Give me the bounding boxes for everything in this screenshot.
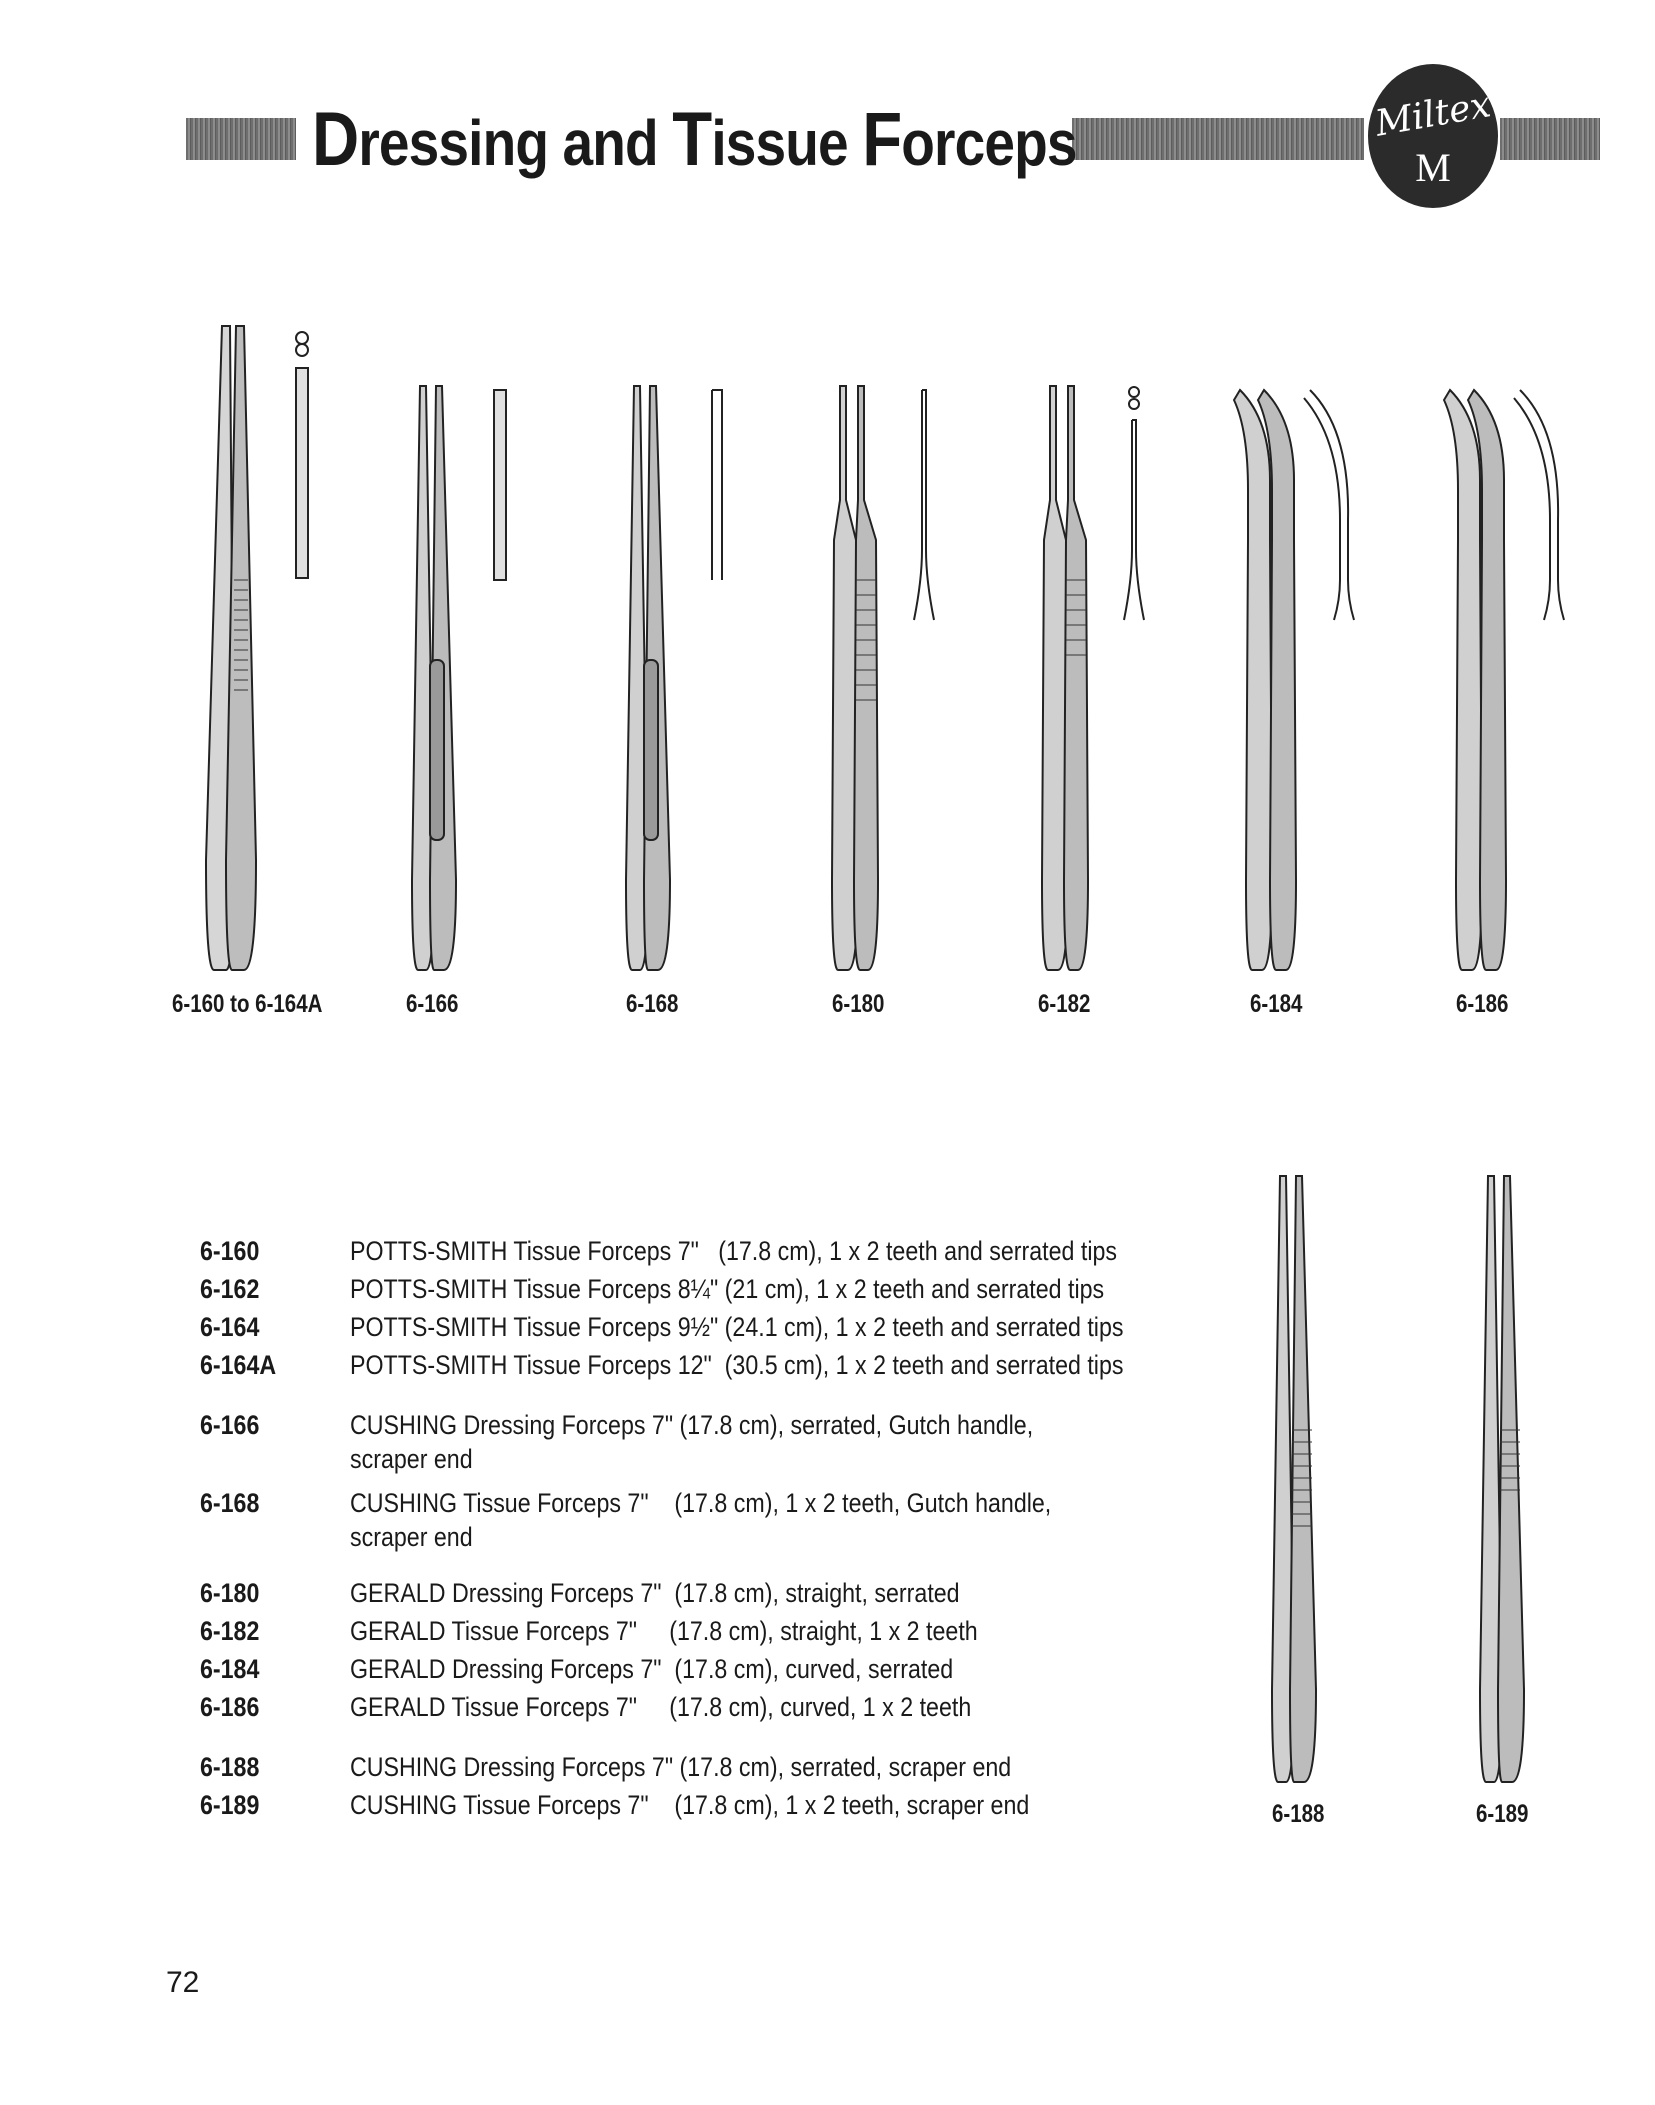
item-description: CUSHING Tissue Forceps 7" (17.8 cm), 1 x 2 teeth, Gutch handle, bbox=[350, 1488, 1052, 1518]
catalogue-row bbox=[200, 1786, 1200, 1824]
catalogue-row bbox=[200, 1688, 1200, 1726]
forceps-illustration-6-160 bbox=[200, 320, 330, 980]
page-title: Dressing and Tissue Forceps bbox=[312, 97, 1077, 182]
item-code: 6-160 bbox=[200, 1236, 260, 1266]
forceps-illustration-6-188 bbox=[1268, 1170, 1338, 1790]
item-description: GERALD Dressing Forceps 7" (17.8 cm), curved, serrated bbox=[350, 1654, 954, 1684]
item-code: 6-164A bbox=[200, 1350, 277, 1380]
header-bar-right bbox=[1500, 118, 1600, 160]
figure-label-6-186: 6-186 bbox=[1456, 990, 1509, 1018]
item-description-line2: scraper end bbox=[350, 1444, 473, 1474]
item-code: 6-188 bbox=[200, 1752, 260, 1782]
forceps-illustration-6-180 bbox=[830, 380, 940, 980]
forceps-illustration-6-166 bbox=[410, 380, 520, 980]
item-code: 6-184 bbox=[200, 1654, 260, 1684]
page-number: 72 bbox=[166, 1966, 200, 1999]
figure-label-6-180: 6-180 bbox=[832, 990, 885, 1018]
item-code: 6-180 bbox=[200, 1578, 260, 1608]
logo-script: Miltex bbox=[1372, 84, 1494, 145]
item-description: POTTS-SMITH Tissue Forceps 9½" (24.1 cm), 1 x 2 teeth and serrated tips bbox=[350, 1312, 1124, 1342]
item-code: 6-164 bbox=[200, 1312, 260, 1342]
item-code: 6-168 bbox=[200, 1488, 260, 1518]
item-description-line2: scraper end bbox=[350, 1522, 473, 1552]
item-code: 6-189 bbox=[200, 1790, 260, 1820]
figure-label-6-166: 6-166 bbox=[406, 990, 459, 1018]
figure-label-6-184: 6-184 bbox=[1250, 990, 1303, 1018]
forceps-illustration-6-189 bbox=[1476, 1170, 1546, 1790]
forceps-illustration-6-168 bbox=[624, 380, 734, 980]
forceps-illustration-6-184 bbox=[1230, 380, 1380, 980]
item-description: GERALD Tissue Forceps 7" (17.8 cm), curved, 1 x 2 teeth bbox=[350, 1692, 972, 1722]
catalogue-row bbox=[200, 1406, 1200, 1444]
catalogue-row bbox=[200, 1484, 1200, 1522]
figure-label-6-188: 6-188 bbox=[1272, 1800, 1325, 1828]
item-description: POTTS-SMITH Tissue Forceps 7" (17.8 cm), 1 x 2 teeth and serrated tips bbox=[350, 1236, 1118, 1266]
item-description: CUSHING Dressing Forceps 7" (17.8 cm), serrated, Gutch handle, bbox=[350, 1410, 1034, 1440]
header-bar-middle bbox=[1072, 118, 1364, 160]
forceps-illustration-6-186 bbox=[1440, 380, 1590, 980]
catalogue-row-continued bbox=[200, 1444, 1200, 1474]
figure-label-6-160: 6-160 to 6-164A bbox=[172, 990, 323, 1018]
figure-label-6-182: 6-182 bbox=[1038, 990, 1091, 1018]
forceps-illustration-6-182 bbox=[1040, 380, 1150, 980]
catalogue-list bbox=[200, 1232, 1200, 1824]
item-code: 6-162 bbox=[200, 1274, 260, 1304]
catalogue-row bbox=[200, 1612, 1200, 1650]
item-description: CUSHING Dressing Forceps 7" (17.8 cm), serrated, scraper end bbox=[350, 1752, 1012, 1782]
item-description: POTTS-SMITH Tissue Forceps 8¼" (21 cm), 1 x 2 teeth and serrated tips bbox=[350, 1274, 1105, 1304]
catalogue-row bbox=[200, 1574, 1200, 1612]
catalogue-row bbox=[200, 1748, 1200, 1786]
figure-label-6-168: 6-168 bbox=[626, 990, 679, 1018]
miltex-logo bbox=[1368, 64, 1498, 208]
item-code: 6-182 bbox=[200, 1616, 260, 1646]
catalogue-row-continued bbox=[200, 1522, 1200, 1552]
catalogue-row bbox=[200, 1232, 1200, 1270]
item-description: CUSHING Tissue Forceps 7" (17.8 cm), 1 x 2 teeth, scraper end bbox=[350, 1790, 1030, 1820]
item-code: 6-186 bbox=[200, 1692, 260, 1722]
catalogue-row bbox=[200, 1270, 1200, 1308]
item-description: GERALD Tissue Forceps 7" (17.8 cm), straight, 1 x 2 teeth bbox=[350, 1616, 978, 1646]
header-bar-left bbox=[186, 118, 296, 160]
catalogue-row bbox=[200, 1346, 1200, 1384]
catalogue-row bbox=[200, 1308, 1200, 1346]
logo-monogram: M bbox=[1415, 145, 1451, 190]
item-description: POTTS-SMITH Tissue Forceps 12" (30.5 cm), 1 x 2 teeth and serrated tips bbox=[350, 1350, 1124, 1380]
figure-label-6-189: 6-189 bbox=[1476, 1800, 1529, 1828]
catalogue-row bbox=[200, 1650, 1200, 1688]
item-description: GERALD Dressing Forceps 7" (17.8 cm), straight, serrated bbox=[350, 1578, 960, 1608]
item-code: 6-166 bbox=[200, 1410, 260, 1440]
